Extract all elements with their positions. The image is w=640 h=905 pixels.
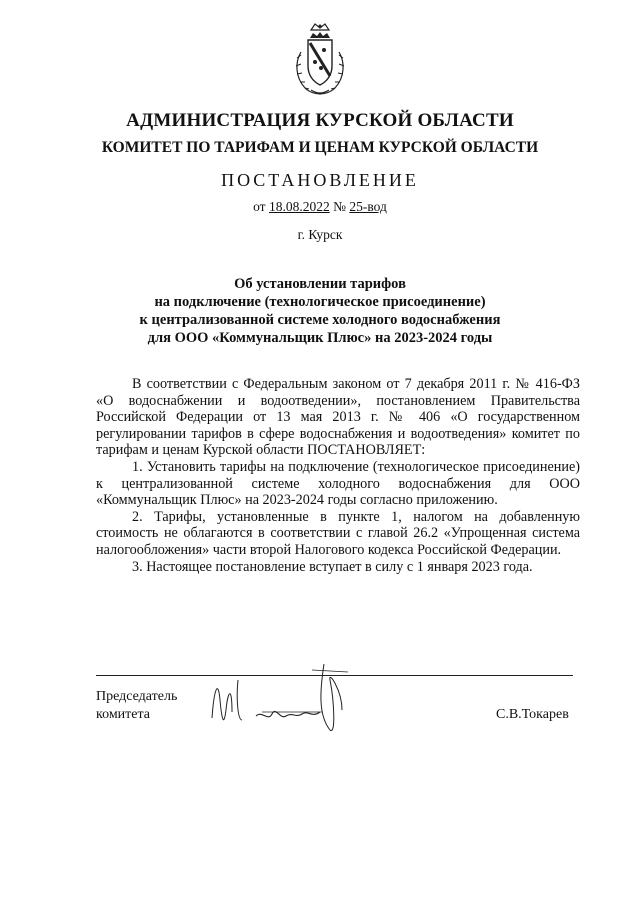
document-type: ПОСТАНОВЛЕНИЕ [221, 170, 419, 190]
document-body [96, 376, 580, 575]
document-date-number [0, 199, 640, 215]
handwritten-signature-icon [202, 660, 362, 738]
signatory-title [96, 688, 177, 724]
committee-title: КОМИТЕТ ПО ТАРИФАМ И ЦЕНАМ КУРСКОЙ ОБЛАСТИ [101, 139, 539, 156]
subject-line: Об установлении тарифов [234, 276, 406, 292]
subject-line: к централизованной системе холодного водоснабжения [139, 312, 501, 328]
signatory-name: С.В.Токарев [496, 707, 569, 722]
subject-line: для ООО «Коммунальщик Плюс» на 2023-2024 годы [147, 330, 493, 346]
document-number: 25-вод [349, 199, 387, 214]
date-prefix: от [253, 199, 266, 214]
number-sign: № [333, 199, 346, 214]
document-date: 18.08.2022 [268, 199, 330, 214]
city: г. Курск [297, 227, 343, 242]
subject-line: на подключение (технологическое присоединение) [154, 294, 486, 310]
coat-of-arms-kursk-icon [291, 22, 349, 96]
signatory-title-line2: комитета [96, 707, 151, 722]
signatory-title-line1: Председатель [96, 689, 178, 704]
item-2-paragraph: 2. Тарифы, установленные в пункте 1, налогом на добавленную стоимость не облагаются в соответствии с главой 26.2 «Упрощенная система налогообложения» части второй Налогового кодекса Российской Федерации. [96, 508, 580, 558]
preamble-paragraph: В соответствии с Федеральным законом от 7 декабря 2011 г. № 416-ФЗ «О водоснабжении и водоотведении», постановлением Правительства Российской Федерации от 13 мая 2013 г. № 406 «О государственном регулировании тарифов в сфере водоснабжения и водоотведения» комитет по тарифам и ценам Курской области ПОСТАНОВЛЯЕТ: [96, 376, 580, 459]
item-1-paragraph: 1. Установить тарифы на подключение (технологическое присоединение) к централизованной системе холодного водоснабжения для ООО «Коммунальщик Плюс» на 2023-2024 годы согласно приложению. [96, 458, 580, 509]
organization-title: АДМИНИСТРАЦИЯ КУРСКОЙ ОБЛАСТИ [126, 110, 514, 131]
item-3-paragraph: 3. Настоящее постановление вступает в силу с 1 января 2023 года. [132, 558, 533, 575]
document-subject [120, 275, 520, 347]
